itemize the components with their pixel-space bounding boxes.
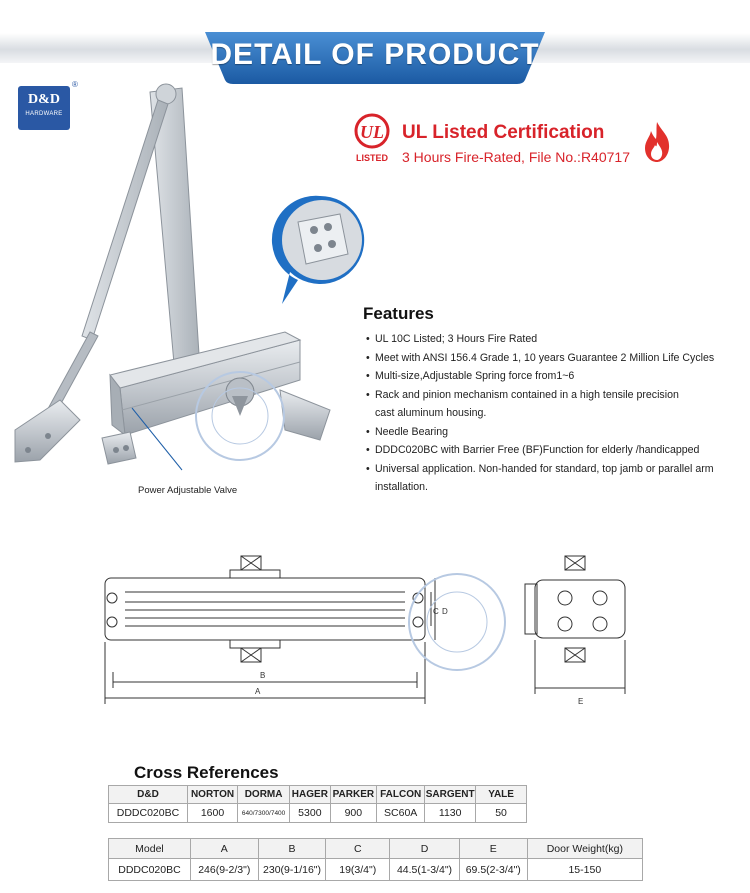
feature-item: • Rack and pinion mechanism contained in a high tensile precision cast aluminum housing. [366, 386, 695, 423]
page-title: DETAIL OF PRODUCT [210, 38, 540, 71]
dim-label-a: A [255, 687, 261, 696]
column-header: E [459, 839, 527, 859]
column-header: HAGER [290, 786, 331, 804]
table-cell: 50 [476, 804, 527, 823]
feature-item: • Meet with ANSI 156.4 Grade 1, 10 years Guarantee 2 Million Life Cycles [366, 349, 746, 368]
column-header: FALCON [377, 786, 425, 804]
table-cell: 69.5(2-3/4") [459, 859, 527, 881]
feature-item: • Needle Bearing [366, 423, 746, 442]
watermark-stamp [192, 368, 288, 464]
table-header-row [109, 786, 527, 804]
dim-label-e: E [578, 697, 584, 706]
column-header: D&D [109, 786, 188, 804]
bracket-detail-bubble [270, 192, 370, 312]
table-cell: 1130 [425, 804, 476, 823]
brand-name: D&D [28, 92, 60, 107]
column-header: Door Weight(kg) [527, 839, 642, 859]
column-header: NORTON [187, 786, 237, 804]
column-header: YALE [476, 786, 527, 804]
table-cell: 44.5(1-3/4") [390, 859, 460, 881]
registered-mark: ® [72, 80, 78, 89]
table-cell: 19(3/4") [326, 859, 390, 881]
certification-title: UL Listed Certification [402, 122, 605, 143]
features-list [366, 330, 746, 497]
column-header: DORMA [238, 786, 290, 804]
column-header: SARGENT [425, 786, 476, 804]
cross-references-table [108, 785, 527, 823]
technical-drawing [95, 550, 640, 710]
valve-callout-label: Power Adjustable Valve [138, 485, 238, 496]
table-cell: 1600 [187, 804, 237, 823]
table-cell: 15-150 [527, 859, 642, 881]
column-header: B [258, 839, 326, 859]
table-cell: 246(9-2/3") [190, 859, 258, 881]
table-cell: 230(9-1/16") [258, 859, 326, 881]
table-header-row [109, 839, 643, 859]
cross-references-title: Cross References [134, 763, 279, 782]
table-row [109, 859, 643, 881]
ul-mark-text: UL [360, 122, 384, 142]
certification-subtitle: 3 Hours Fire-Rated, File No.:R40717 [402, 149, 630, 165]
column-header: PARKER [330, 786, 376, 804]
table-cell: 900 [330, 804, 376, 823]
features-title: Features [363, 304, 434, 323]
brand-sub: HARDWARE [25, 111, 63, 117]
column-header: A [190, 839, 258, 859]
table-row [109, 804, 527, 823]
column-header: D [390, 839, 460, 859]
column-header: Model [109, 839, 191, 859]
column-header: C [326, 839, 390, 859]
table-cell: SC60A [377, 804, 425, 823]
feature-item: • Multi-size,Adjustable Spring force from1~6 [366, 367, 746, 386]
flame-icon [642, 120, 672, 164]
table-cell: 5300 [290, 804, 331, 823]
dim-label-d: D [442, 607, 448, 616]
feature-item: • UL 10C Listed; 3 Hours Fire Rated [366, 330, 746, 349]
table-cell: 640/7300/7400 [238, 804, 290, 823]
dim-label-c: C [433, 607, 439, 616]
feature-item: • DDDC020BC with Barrier Free (BF)Function for elderly /handicapped [366, 441, 746, 460]
dimensions-table [108, 838, 643, 881]
table-cell: DDDC020BC [109, 859, 191, 881]
dim-label-b: B [260, 671, 266, 680]
feature-item: • Universal application. Non-handed for standard, top jamb or parallel arm installation. [366, 460, 745, 497]
table-cell: DDDC020BC [109, 804, 188, 823]
ul-mark-listed: LISTED [355, 153, 389, 163]
